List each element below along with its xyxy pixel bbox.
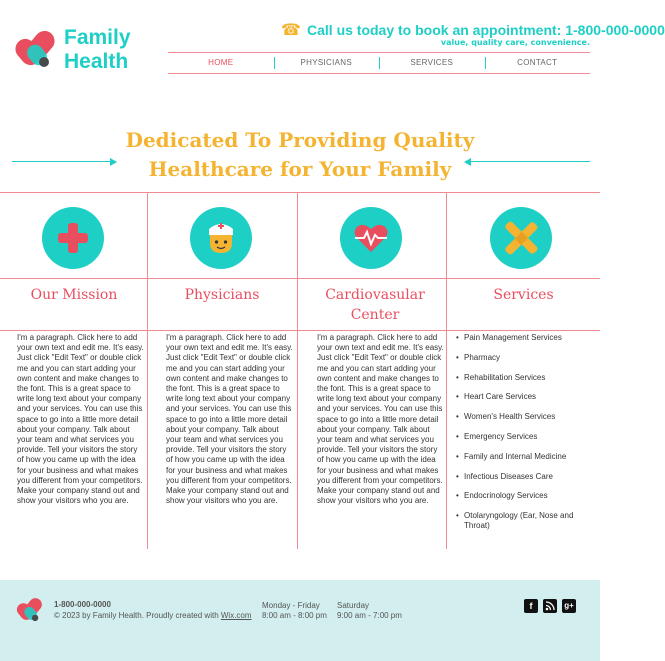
left-pointing-arrowhead: [464, 158, 471, 166]
column-divider: [297, 192, 298, 549]
saturday-time: 9:00 am - 7:00 pm: [337, 611, 402, 620]
heartbeat-icon: [340, 207, 402, 269]
cardio-paragraph: I'm a paragraph. Click here to add your own text and edit me. It's easy. Just click "Edit Text" or double click me and you can start adding your own content and make changes to the font. This is a great space to write long text about your company and your services. You can use this space to go into a little more detail about your company. Talk about your team and what services you provide. Tell your visitors the story of how you came up with the idea for your business and what makes you different from your competitors. Make your company stand out and show your visitors who you are.: [317, 333, 444, 506]
weekday-hours: [262, 601, 327, 621]
grid-line-top: [0, 192, 600, 193]
phone-icon: ☎: [281, 20, 301, 39]
brand-name[interactable]: [64, 26, 131, 74]
service-item[interactable]: • Rehabilitation Services: [456, 373, 596, 383]
hero-line-1: Dedicated To Providing Quality: [125, 128, 475, 152]
physicians-paragraph: I'm a paragraph. Click here to add your own text and edit me. It's easy. Just click "Edit Text" or double click me and you can start adding your own content and make changes to the font. This is a great space to write long text about your company and your services. You can use this space to go into a little more detail about your company. Talk about your team and what services you provide. Tell your visitors the story of how you came up with the idea for your business and what makes you different from your competitors. Make your company stand out and show your visitors who you are.: [166, 333, 293, 506]
service-item[interactable]: • Family and Internal Medicine: [456, 452, 596, 462]
medical-cross-icon: [42, 207, 104, 269]
right-arrow-line: [470, 161, 590, 162]
service-item[interactable]: • Women's Health Services: [456, 412, 596, 422]
copyright-text: © 2023 by Family Health. Proudly created with: [54, 611, 219, 620]
nav-services[interactable]: SERVICES: [379, 53, 485, 73]
bandage-icon: [490, 207, 552, 269]
nav-physicians[interactable]: PHYSICIANS: [274, 53, 380, 73]
column-title-services: Services: [493, 287, 554, 303]
hero-line-2: Healthcare for Your Family: [148, 157, 452, 181]
column-title-physicians: Physicians: [184, 287, 260, 303]
column-title-cardio: Cardiovasular Center: [325, 287, 425, 323]
saturday-hours: [337, 601, 402, 621]
footer: [0, 580, 600, 661]
brand-line-1: Family: [64, 26, 131, 49]
service-item[interactable]: • Infectious Diseases Care: [456, 472, 596, 482]
footer-logo-icon[interactable]: [16, 595, 44, 623]
brand-line-2: Health: [64, 50, 129, 73]
nav-home[interactable]: HOME: [208, 58, 234, 67]
weekday-label: Monday - Friday: [262, 601, 320, 610]
footer-phone: 1-800-000-0000: [54, 600, 111, 609]
tagline: value, quality care, convenience.: [440, 38, 590, 47]
column-divider: [446, 192, 447, 549]
left-arrow-line: [12, 161, 116, 162]
service-item[interactable]: • Pharmacy: [456, 353, 596, 363]
service-item[interactable]: • Emergency Services: [456, 432, 596, 442]
column-title-mission: Our Mission: [30, 287, 118, 303]
service-item[interactable]: • Otolaryngology (Ear, Nose and Throat): [456, 511, 596, 531]
services-list: [456, 333, 596, 541]
right-pointing-arrowhead: [110, 158, 117, 166]
appointment-cta: Call us today to book an appointment: 1-800-000-0000: [307, 22, 665, 38]
grid-line-lower: [0, 330, 600, 331]
weekday-time: 8:00 am - 8:00 pm: [262, 611, 327, 620]
footer-copyright: [54, 611, 252, 620]
grid-line-mid: [0, 278, 600, 279]
mission-paragraph: I'm a paragraph. Click here to add your own text and edit me. It's easy. Just click "Edit Text" or double click me and you can start adding your own content and make changes to the font. This is a great space to write long text about your company and your services. You can use this space to go into a little more detail about your company. Talk about your team and what services you provide. Tell your visitors the story of how you came up with the idea for your business and what makes you different from your competitors. Make your company stand out and show your visitors who you are.: [17, 333, 144, 506]
rss-icon[interactable]: [543, 599, 557, 613]
main-nav: [168, 52, 590, 74]
service-item[interactable]: • Heart Care Services: [456, 392, 596, 402]
column-divider: [147, 192, 148, 549]
saturday-label: Saturday: [337, 601, 370, 610]
nurse-icon: [190, 207, 252, 269]
hero-heading: [0, 126, 600, 184]
service-item[interactable]: • Endocrinology Services: [456, 491, 596, 501]
facebook-icon[interactable]: f: [524, 599, 538, 613]
nav-contact[interactable]: CONTACT: [485, 53, 591, 73]
logo-icon[interactable]: [14, 26, 58, 70]
service-item[interactable]: • Pain Management Services: [456, 333, 596, 343]
google-plus-icon[interactable]: g+: [562, 599, 576, 613]
wix-link[interactable]: Wix.com: [220, 611, 252, 620]
